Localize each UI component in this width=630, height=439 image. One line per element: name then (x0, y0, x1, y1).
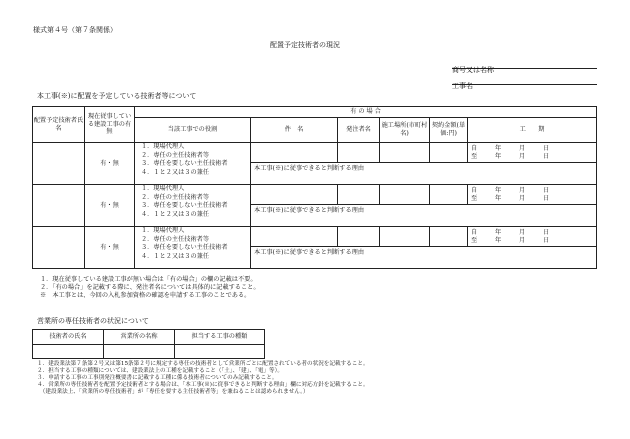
presence-cell[interactable]: 有・無 (85, 143, 135, 185)
project-cell[interactable] (251, 227, 338, 247)
note: １．建設業法第７条第２号又は第15条第２号に規定する専任の技術者として営業所ごとに配置されている者の状況を記載すること。 (37, 361, 369, 367)
roles-cell[interactable] (135, 143, 251, 185)
trade-name-field[interactable] (452, 57, 597, 74)
technician-name-cell[interactable] (33, 185, 85, 227)
period-to: 至 年 月 日 (471, 152, 550, 160)
office-tech-name-cell[interactable] (33, 345, 104, 359)
work-type-cell[interactable] (175, 345, 265, 359)
section1-notes (40, 276, 260, 299)
location-cell[interactable] (380, 185, 430, 205)
header-period: 工 期 (468, 118, 597, 143)
judgment-label: 本工事(※)に従事できると判断する理由 (254, 207, 365, 214)
client-cell[interactable] (338, 143, 380, 163)
header-role: 当該工事での役割 (135, 118, 251, 143)
role-option: ２．専任の主任技術者等 (141, 235, 210, 243)
header-office-tech-name: 技術者の氏名 (33, 330, 104, 345)
role-option: ３．専任を要しない主任技術者 (141, 244, 228, 252)
header-location: 施工場所(市町村名) (380, 118, 430, 143)
period-cell[interactable] (468, 143, 597, 163)
section2-heading: 営業所の専任技術者の状況について (37, 317, 149, 325)
contract-cell[interactable] (430, 143, 468, 163)
header-technician-name: 配置予定技術者氏名 (33, 107, 85, 143)
judgment-label: 本工事(※)に従事できると判断する理由 (254, 249, 365, 256)
location-cell[interactable] (380, 227, 430, 247)
role-option: ４．１と２又は３の兼任 (141, 169, 210, 177)
period-from: 自 年 月 日 (471, 186, 550, 194)
role-option: ４．１と２又は３の兼任 (141, 253, 210, 261)
period-from: 自 年 月 日 (471, 228, 550, 236)
role-option: ２．専任の主任技術者等 (141, 151, 210, 159)
role-option: ４．１と２又は３の兼任 (141, 211, 210, 219)
table-row (33, 345, 265, 359)
period-from: 自 年 月 日 (471, 144, 550, 152)
contract-cell[interactable] (430, 227, 468, 247)
header-work-type: 担当する工事の種類 (175, 330, 265, 345)
header-contract: 契約金額(単価:円) (430, 118, 468, 143)
project-cell[interactable] (251, 143, 338, 163)
note: ２．「有の場合」を記載する際に、発注者名については具体的に記載すること。 (40, 283, 260, 291)
technician-name-cell[interactable] (33, 143, 85, 185)
period-to: 至 年 月 日 (471, 236, 550, 244)
client-cell[interactable] (338, 227, 380, 247)
office-name-cell[interactable] (104, 345, 175, 359)
table-row (33, 227, 597, 247)
header-project: 件 名 (251, 118, 338, 143)
role-option: １．現場代理人 (141, 227, 185, 234)
period-to: 至 年 月 日 (471, 194, 550, 202)
header-current-job: 現在従事している建設工事の有無 (85, 107, 135, 143)
client-cell[interactable] (338, 185, 380, 205)
project-cell[interactable] (251, 185, 338, 205)
technician-name-cell[interactable] (33, 227, 85, 269)
contract-cell[interactable] (430, 185, 468, 205)
note: ４．営業所の専任技術者を配置予定技術者とする場合は、「本工事(※)に従事できると判断する理由」欄に対応方針を記載すること。 (37, 381, 369, 388)
presence-cell[interactable]: 有・無 (85, 185, 135, 227)
page-title: 配置予定技術者の現況 (270, 41, 340, 49)
trade-name-label: 商号又は名称 (452, 66, 494, 74)
judgment-cell[interactable] (251, 247, 597, 269)
judgment-label: 本工事(※)に従事できると判断する理由 (254, 165, 365, 172)
header-client: 発注者名 (338, 118, 380, 143)
header-if-yes: 有 の 場 合 (135, 107, 597, 118)
period-cell[interactable] (468, 185, 597, 205)
project-name-label: 工事名 (452, 82, 473, 90)
technician-table (32, 106, 597, 269)
location-cell[interactable] (380, 143, 430, 163)
judgment-cell[interactable] (251, 205, 597, 227)
note: ３．申請する工事の工事別発注概要書に記載する工種に係る技術者についてのみ記載すること。 (37, 374, 278, 381)
role-option: １．現場代理人 (141, 143, 185, 150)
roles-cell[interactable] (135, 185, 251, 227)
presence-cell[interactable]: 有・無 (85, 227, 135, 269)
section1-heading: 本工事(※)に配置を予定している技術者等について (37, 92, 197, 100)
table-row (33, 143, 597, 163)
role-option: ３．専任を要しない主任技術者 (141, 202, 228, 210)
section2-notes (37, 361, 369, 396)
note: （建設業法上、「営業所の専任技術者」が「専任を要する主任技術者等」を兼ねることは認められません。） (37, 388, 309, 395)
roles-cell[interactable] (135, 227, 251, 269)
role-option: ２．専任の主任技術者等 (141, 193, 210, 201)
note: ※ 本工事とは、今回の入札参加資格の確認を申請する工事のことである。 (40, 291, 251, 299)
office-technician-table (32, 329, 265, 359)
judgment-cell[interactable] (251, 163, 597, 185)
form-id: 様式第４号（第７条関係） (33, 26, 117, 34)
note: １．現在従事している建設工事が無い場合は「有の場合」の欄の記載は不要。 (40, 276, 257, 283)
header-office-name: 営業所の名称 (104, 330, 175, 345)
table-row (33, 185, 597, 205)
note: ２．担当する工事の種類については、建設業法上の工種を記載すること（「土」、「建」、「電」等）。 (37, 367, 283, 374)
role-option: １．現場代理人 (141, 185, 185, 192)
project-name-field[interactable] (452, 73, 597, 90)
role-option: ３．専任を要しない主任技術者 (141, 160, 228, 168)
period-cell[interactable] (468, 227, 597, 247)
